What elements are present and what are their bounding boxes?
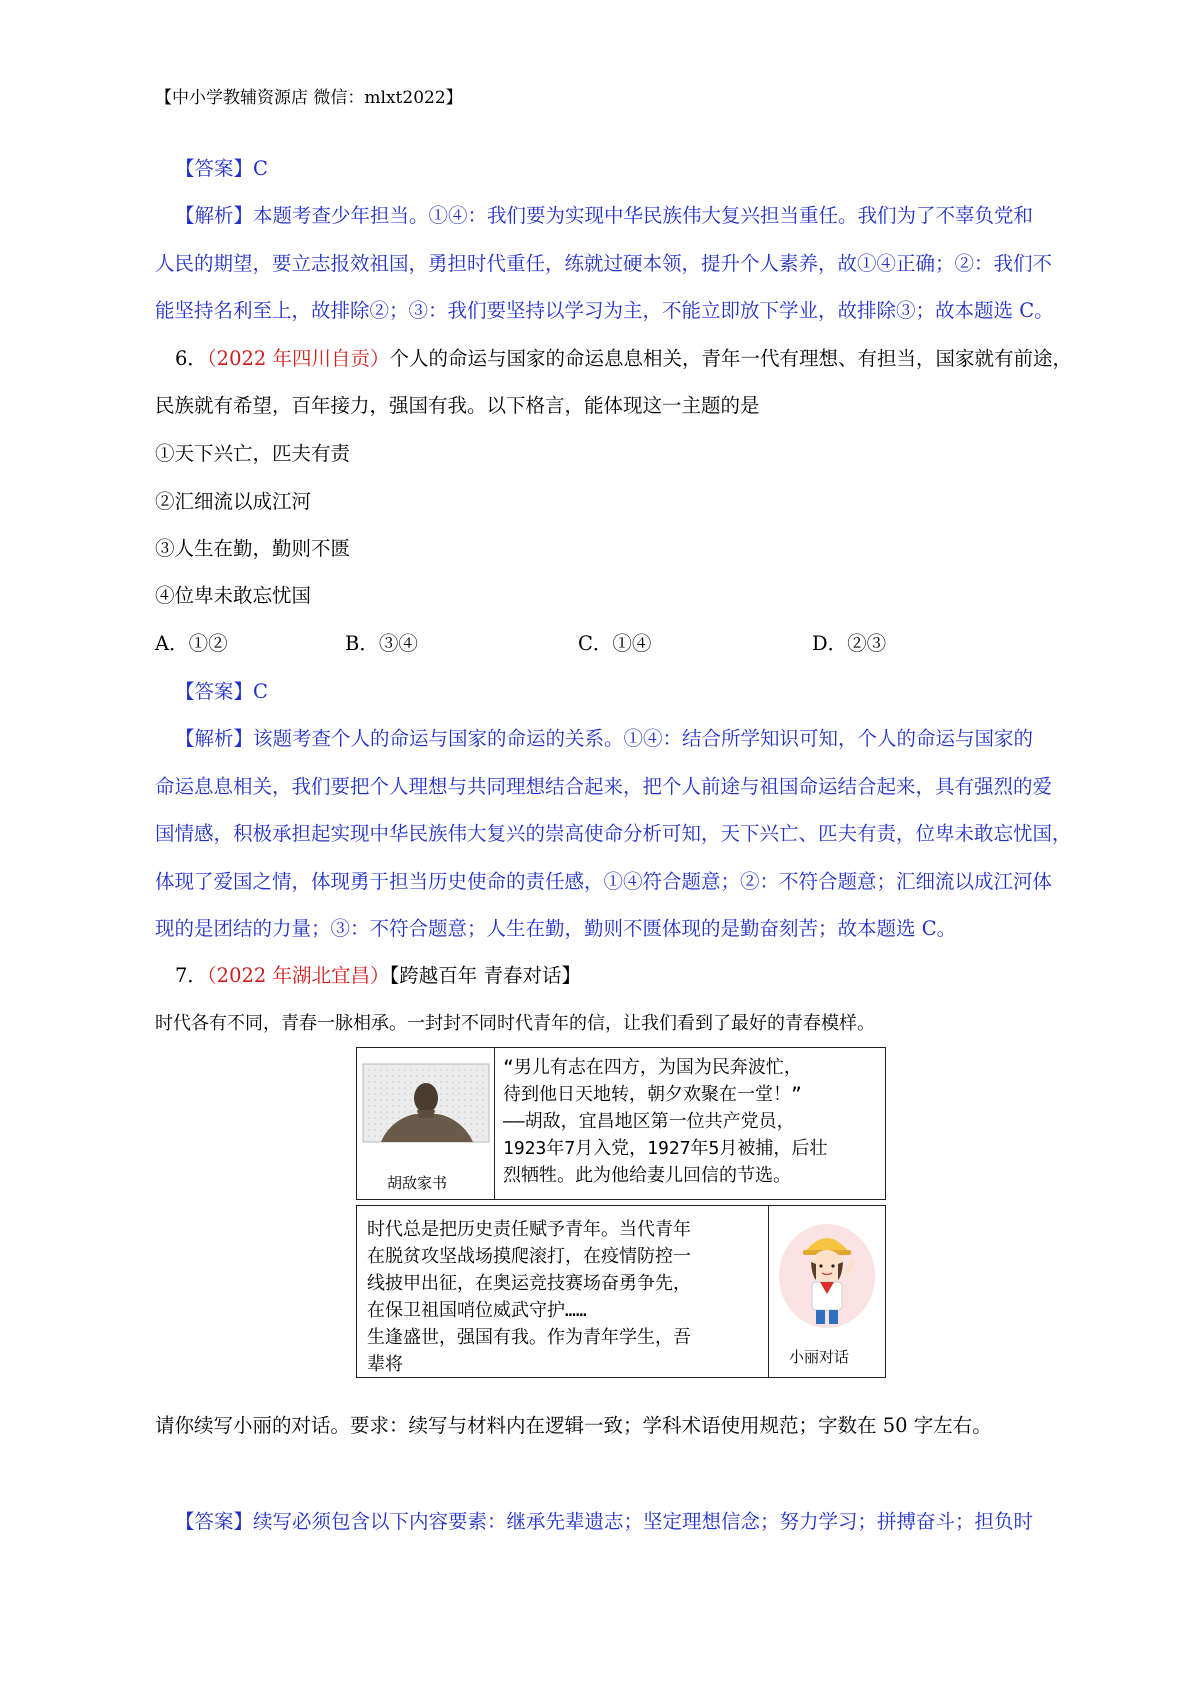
q7-number: 7． bbox=[175, 964, 207, 987]
q7-source: （2022 年湖北宜昌） bbox=[206, 964, 390, 987]
q6-analysis-line-5: 现的是团结的力量；③：不符合题意；人生在勤，勤则不匮体现的是勤奋刻苦；故本题选 C。 bbox=[155, 917, 957, 940]
letter-box bbox=[356, 1047, 886, 1200]
q5-answer bbox=[175, 155, 268, 183]
q6-analysis-line-1: 【解析】该题考查个人的命运与国家的命运的关系。①④：结合所学知识可知，个人的命运与国家的 bbox=[175, 727, 1034, 750]
dialog-box bbox=[356, 1205, 886, 1378]
q5-answer-label: 【答案】 bbox=[175, 157, 254, 180]
answer-blank bbox=[403, 1359, 523, 1378]
q5-answer-value: C bbox=[253, 157, 268, 180]
q6-analysis-line-2: 命运息息相关，我们要把个人理想与共同理想结合起来，把个人前途与祖国命运结合起来，具有强烈的爱 bbox=[155, 775, 1053, 798]
q6-analysis-line-3: 国情感，积极承担起实现中华民族伟大复兴的崇高使命分析可知，天下兴亡、匹夫有责，位卑未敢忘忧国， bbox=[155, 822, 1072, 845]
q6-stem-line-2: 民族就有希望，百年接力，强国有我。以下格言，能体现这一主题的是 bbox=[155, 394, 760, 417]
q6-item-2: ②汇细流以成江河 bbox=[155, 490, 312, 513]
student-girl-icon bbox=[772, 1214, 882, 1334]
letter-caption: 胡敌家书 bbox=[387, 1174, 448, 1192]
q6-item-4: ④位卑未敢忘忧国 bbox=[155, 584, 312, 607]
q7-answer-text: 续写必须包含以下内容要素：继承先辈遗志；坚定理想信念；努力学习；拼搏奋斗；担负时 bbox=[253, 1510, 1034, 1533]
letter-text: “男儿有志在四方，为国为民奔波忙， 待到他日天地转，朝夕欢聚在一堂！” ——胡敌，宜昌地区第一位共产党员， 1923年7月入党，1927年5月被捕，后壮 烈牺牲。此为他给妻儿回信的节选。 bbox=[503, 1057, 828, 1186]
q7-answer-label: 【答案】 bbox=[175, 1510, 254, 1533]
q6-answer-value: C bbox=[253, 680, 268, 703]
q5-analysis-line-1: 【解析】本题考查少年担当。①④：我们要为实现中华民族伟大复兴担当重任。我们为了不辜负党和 bbox=[175, 204, 1034, 227]
q6-stem-line-1: 6．（2022 年四川自贡）个人的命运与国家的命运息息相关，青年一代有理想、有担当，国家就有前途， bbox=[175, 347, 1073, 370]
q6-source: （2022 年四川自贡） bbox=[206, 347, 390, 370]
q7-title: 【跨越百年 青春对话】 bbox=[389, 964, 581, 987]
q6-analysis-line-4: 体现了爱国之情，体现勇于担当历史使命的责任感，①④符合题意；②：不符合题意；汇细流以成江河体 bbox=[155, 870, 1053, 893]
q6-number: 6． bbox=[175, 347, 207, 370]
q7-heading bbox=[175, 962, 581, 990]
q7-prompt: 请你续写小丽的对话。要求：续写与材料内在逻辑一致；学科术语使用规范；字数在 50 字左右。 bbox=[155, 1414, 992, 1437]
q6-answer bbox=[175, 678, 268, 706]
q6-option-b: B．③④ bbox=[345, 632, 418, 655]
q6-option-d: D．②③ bbox=[812, 632, 887, 655]
q6-item-1: ①天下兴亡，匹夫有责 bbox=[155, 442, 351, 465]
q5-analysis-line-3: 能坚持名利至上，故排除②；③：我们要坚持以学习为主，不能立即放下学业，故排除③；故本题选 C。 bbox=[155, 299, 1054, 322]
q6-item-3: ③人生在勤，勤则不匮 bbox=[155, 537, 351, 560]
dialog-text: 时代总是把历史责任赋予青年。当代青年 在脱贫攻坚战场摸爬滚打，在疫情防控一 线披甲出征，在奥运竞技赛场奋勇争先， 在保卫祖国哨位威武守护…… 生逢盛世，强国有我。作为青年学生，吾 辈将 bbox=[367, 1216, 772, 1378]
q7-intro: 时代各有不同，青春一脉相承。一封封不同时代青年的信，让我们看到了最好的青春模样。 bbox=[155, 1013, 875, 1034]
q6-analysis-label: 【解析】 bbox=[175, 727, 254, 750]
q7-answer bbox=[175, 1508, 1033, 1536]
page-header: 【中小学教辅资源店 微信：mlxt2022】 bbox=[155, 88, 463, 108]
q6-answer-label: 【答案】 bbox=[175, 680, 254, 703]
q6-option-c: C．①④ bbox=[578, 632, 652, 655]
statue-icon bbox=[361, 1062, 491, 1182]
q5-analysis-line-2: 人民的期望，要立志报效祖国，勇担时代重任，练就过硬本领，提升个人素养，故①④正确；②：我们不 bbox=[155, 252, 1053, 275]
dialog-caption: 小丽对话 bbox=[789, 1348, 850, 1366]
dialog-image-cell bbox=[768, 1206, 885, 1377]
q5-analysis-label: 【解析】 bbox=[175, 204, 254, 227]
letter-image-cell bbox=[357, 1048, 495, 1199]
q6-option-a: A．①② bbox=[155, 632, 228, 655]
